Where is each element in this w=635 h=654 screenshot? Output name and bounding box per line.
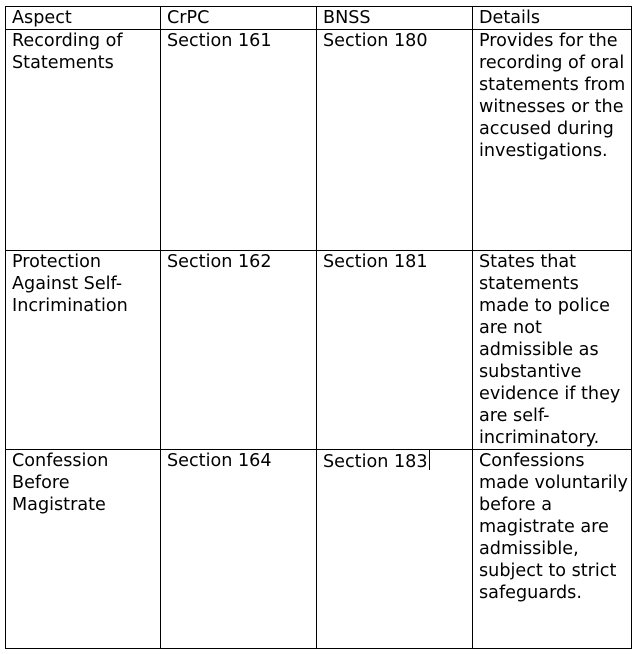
table-row bbox=[6, 450, 632, 649]
cell-details[interactable] bbox=[473, 30, 632, 251]
cell-bnss[interactable] bbox=[317, 30, 473, 251]
cell-aspect-text: Confession Before Magistrate bbox=[12, 451, 109, 515]
cell-bnss-text: Section 181 bbox=[323, 252, 428, 272]
table-row bbox=[6, 30, 632, 251]
cell-details-text: Confessions made voluntarily before a magistrate are admissible, subject to strict safeguards. bbox=[479, 451, 628, 603]
cell-crpc-text: Section 164 bbox=[167, 451, 272, 471]
cell-bnss-text: Section 183 bbox=[323, 452, 428, 472]
cell-aspect[interactable] bbox=[6, 450, 161, 649]
cell-aspect[interactable] bbox=[6, 30, 161, 251]
cell-crpc[interactable] bbox=[161, 450, 317, 649]
table-row bbox=[6, 251, 632, 450]
cell-bnss-text: Section 180 bbox=[323, 31, 428, 51]
comparison-table bbox=[5, 6, 632, 649]
cell-details-text: States that statements made to police are not admissible as substantive evidence if they are self-incriminatory. bbox=[479, 252, 621, 448]
cell-bnss[interactable] bbox=[317, 251, 473, 450]
cell-crpc-text: Section 162 bbox=[167, 252, 272, 272]
cell-aspect[interactable] bbox=[6, 251, 161, 450]
cell-aspect-text: Recording of Statements bbox=[12, 31, 123, 73]
cell-bnss[interactable] bbox=[317, 450, 473, 649]
cell-crpc[interactable] bbox=[161, 30, 317, 251]
cell-details[interactable] bbox=[473, 251, 632, 450]
text-cursor bbox=[429, 450, 430, 470]
cell-details[interactable] bbox=[473, 450, 632, 649]
header-details: Details bbox=[473, 7, 632, 30]
cell-crpc-text: Section 161 bbox=[167, 31, 272, 51]
header-row bbox=[6, 7, 632, 30]
header-bnss: BNSS bbox=[317, 7, 473, 30]
cell-details-text: Provides for the recording of oral statements from witnesses or the accused during investigations. bbox=[479, 31, 626, 161]
header-crpc: CrPC bbox=[161, 7, 317, 30]
table-header bbox=[6, 7, 632, 30]
cell-aspect-text: Protection Against Self-Incrimination bbox=[12, 252, 128, 316]
cell-crpc[interactable] bbox=[161, 251, 317, 450]
table-body bbox=[6, 30, 632, 649]
header-aspect: Aspect bbox=[6, 7, 161, 30]
